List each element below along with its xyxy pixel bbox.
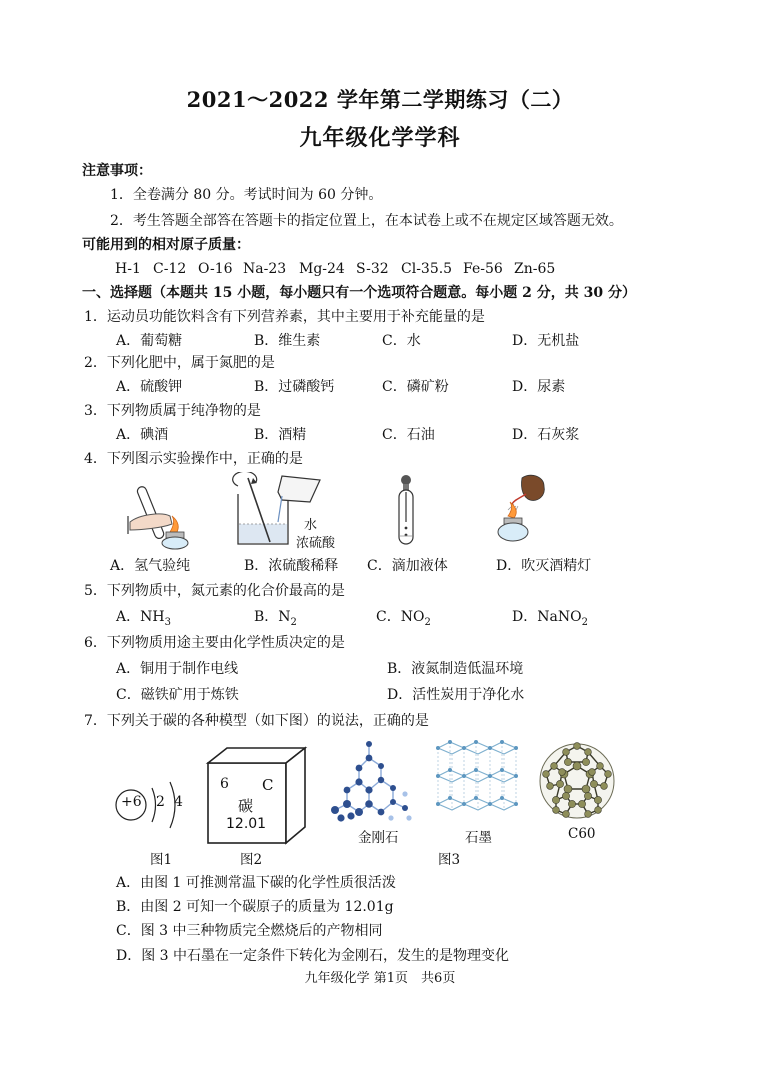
notice-heading: 注意事项： <box>82 163 152 179</box>
option-a: A．氢气验纯 <box>110 558 191 574</box>
option-d: D．图 3 中石墨在一定条件下转化为金刚石，发生的是物理变化 <box>116 948 510 964</box>
option-d: D．吹灭酒精灯 <box>496 558 592 574</box>
option-a: A．碘酒 <box>116 427 169 443</box>
diamond-structure <box>325 738 421 826</box>
option-d: D．石灰浆 <box>512 427 580 443</box>
dropper-illustration <box>399 475 413 544</box>
option-b: B．由图 2 可知一个碳原子的质量为 12.01g <box>116 899 394 915</box>
option-b: B．液氮制造低温环境 <box>387 661 524 677</box>
graphite-structure <box>432 738 522 826</box>
c60-structure <box>532 736 622 826</box>
element-symbol: C <box>262 776 274 794</box>
option-a: A．硫酸钾 <box>116 379 183 395</box>
graphite-label: 石墨 <box>465 830 492 846</box>
option-a: A．$NH_3$ <box>116 609 171 628</box>
option-c: C．石油 <box>382 427 435 443</box>
hydrogen-test-illustration <box>128 485 188 549</box>
blow-lamp-illustration <box>498 475 544 541</box>
atomic-mass-heading: 可能用到的相对原子质量： <box>82 237 250 253</box>
atomic-mass-value: Fe-56 <box>463 261 503 277</box>
option-a: A．葡萄糖 <box>116 333 183 349</box>
atomic-mass-value: Mg-24 <box>299 261 345 277</box>
atomic-mass-value: Cl-35.5 <box>401 261 453 277</box>
option-c: C．磷矿粉 <box>382 379 449 395</box>
atomic-mass-value: Na-23 <box>243 261 287 277</box>
atomic-mass-value: Zn-65 <box>514 261 556 277</box>
atomic-mass-value: S-32 <box>356 261 389 277</box>
atomic-mass-value: O-16 <box>198 261 233 277</box>
exam-subject: 九年级化学学科 <box>299 125 461 151</box>
option-c: C．水 <box>382 333 421 349</box>
section-heading: 一、选择题（本题共 15 小题，每小题只有一个选项符合题意。每小题 2 分，共 30 分） <box>82 285 636 301</box>
option-c: C．图 3 中三种物质完全燃烧后的产物相同 <box>116 923 383 939</box>
atomic-mass-value: C-12 <box>153 261 187 277</box>
option-d: D．尿素 <box>512 379 566 395</box>
option-d: D．活性炭用于净化水 <box>387 687 525 703</box>
figure-caption: 图1 <box>150 852 173 868</box>
option-c: C．滴加液体 <box>367 558 448 574</box>
c60-label: C60 <box>568 826 596 842</box>
question-stem: 7．下列关于碳的各种模型（如下图）的说法，正确的是 <box>84 713 429 729</box>
question-stem: 1．运动员功能饮料含有下列营养素，其中主要用于补充能量的是 <box>84 309 485 325</box>
option-b: B．维生素 <box>254 333 321 349</box>
notice-item: 2．考生答题全部答在答题卡的指定位置上，在本试卷上或不在规定区域答题无效。 <box>110 213 623 229</box>
option-b: B．$N_2$ <box>254 609 297 628</box>
atomic-number: 6 <box>220 776 229 792</box>
option-b: B．过磷酸钙 <box>254 379 335 395</box>
option-c: C．磁铁矿用于炼铁 <box>116 687 239 703</box>
diamond-label: 金刚石 <box>358 830 399 846</box>
nucleus-charge: +6 <box>121 794 142 810</box>
figure-caption: 图3 <box>438 852 461 868</box>
page-footer: 九年级化学 第1页 共6页 <box>304 971 456 986</box>
atomic-mass: 12.01 <box>226 816 267 832</box>
option-d: D．NaNO$_2$ <box>512 609 588 628</box>
option-c: C．$NO_2$ <box>376 609 431 628</box>
option-d: D．无机盐 <box>512 333 580 349</box>
exam-title: 2021～2022 学年第二学期练习（二） <box>186 87 574 112</box>
option-b: B．浓硫酸稀释 <box>244 558 339 574</box>
element-name: 碳 <box>238 797 254 815</box>
acid-label: 浓硫酸 <box>296 536 336 551</box>
option-a: A．由图 1 可推测常温下碳的化学性质很活泼 <box>116 875 396 891</box>
shell-electrons: 4 <box>174 794 183 810</box>
notice-item: 1．全卷满分 80 分。考试时间为 60 分钟。 <box>110 187 383 203</box>
question-stem: 5．下列物质中，氮元素的化合价最高的是 <box>84 583 345 599</box>
water-label: 水 <box>304 518 318 533</box>
option-b: B．酒精 <box>254 427 307 443</box>
question-stem: 4．下列图示实验操作中，正确的是 <box>84 451 303 467</box>
shell-electrons: 2 <box>156 794 165 810</box>
atomic-mass-value: H-1 <box>115 261 141 277</box>
lab-operations-figure <box>110 472 570 550</box>
question-stem: 6．下列物质用途主要由化学性质决定的是 <box>84 635 345 651</box>
question-stem: 2．下列化肥中，属于氮肥的是 <box>84 355 275 371</box>
question-stem: 3．下列物质属于纯净物的是 <box>84 403 261 419</box>
option-a: A．铜用于制作电线 <box>116 661 239 677</box>
figure-caption: 图2 <box>240 852 263 868</box>
